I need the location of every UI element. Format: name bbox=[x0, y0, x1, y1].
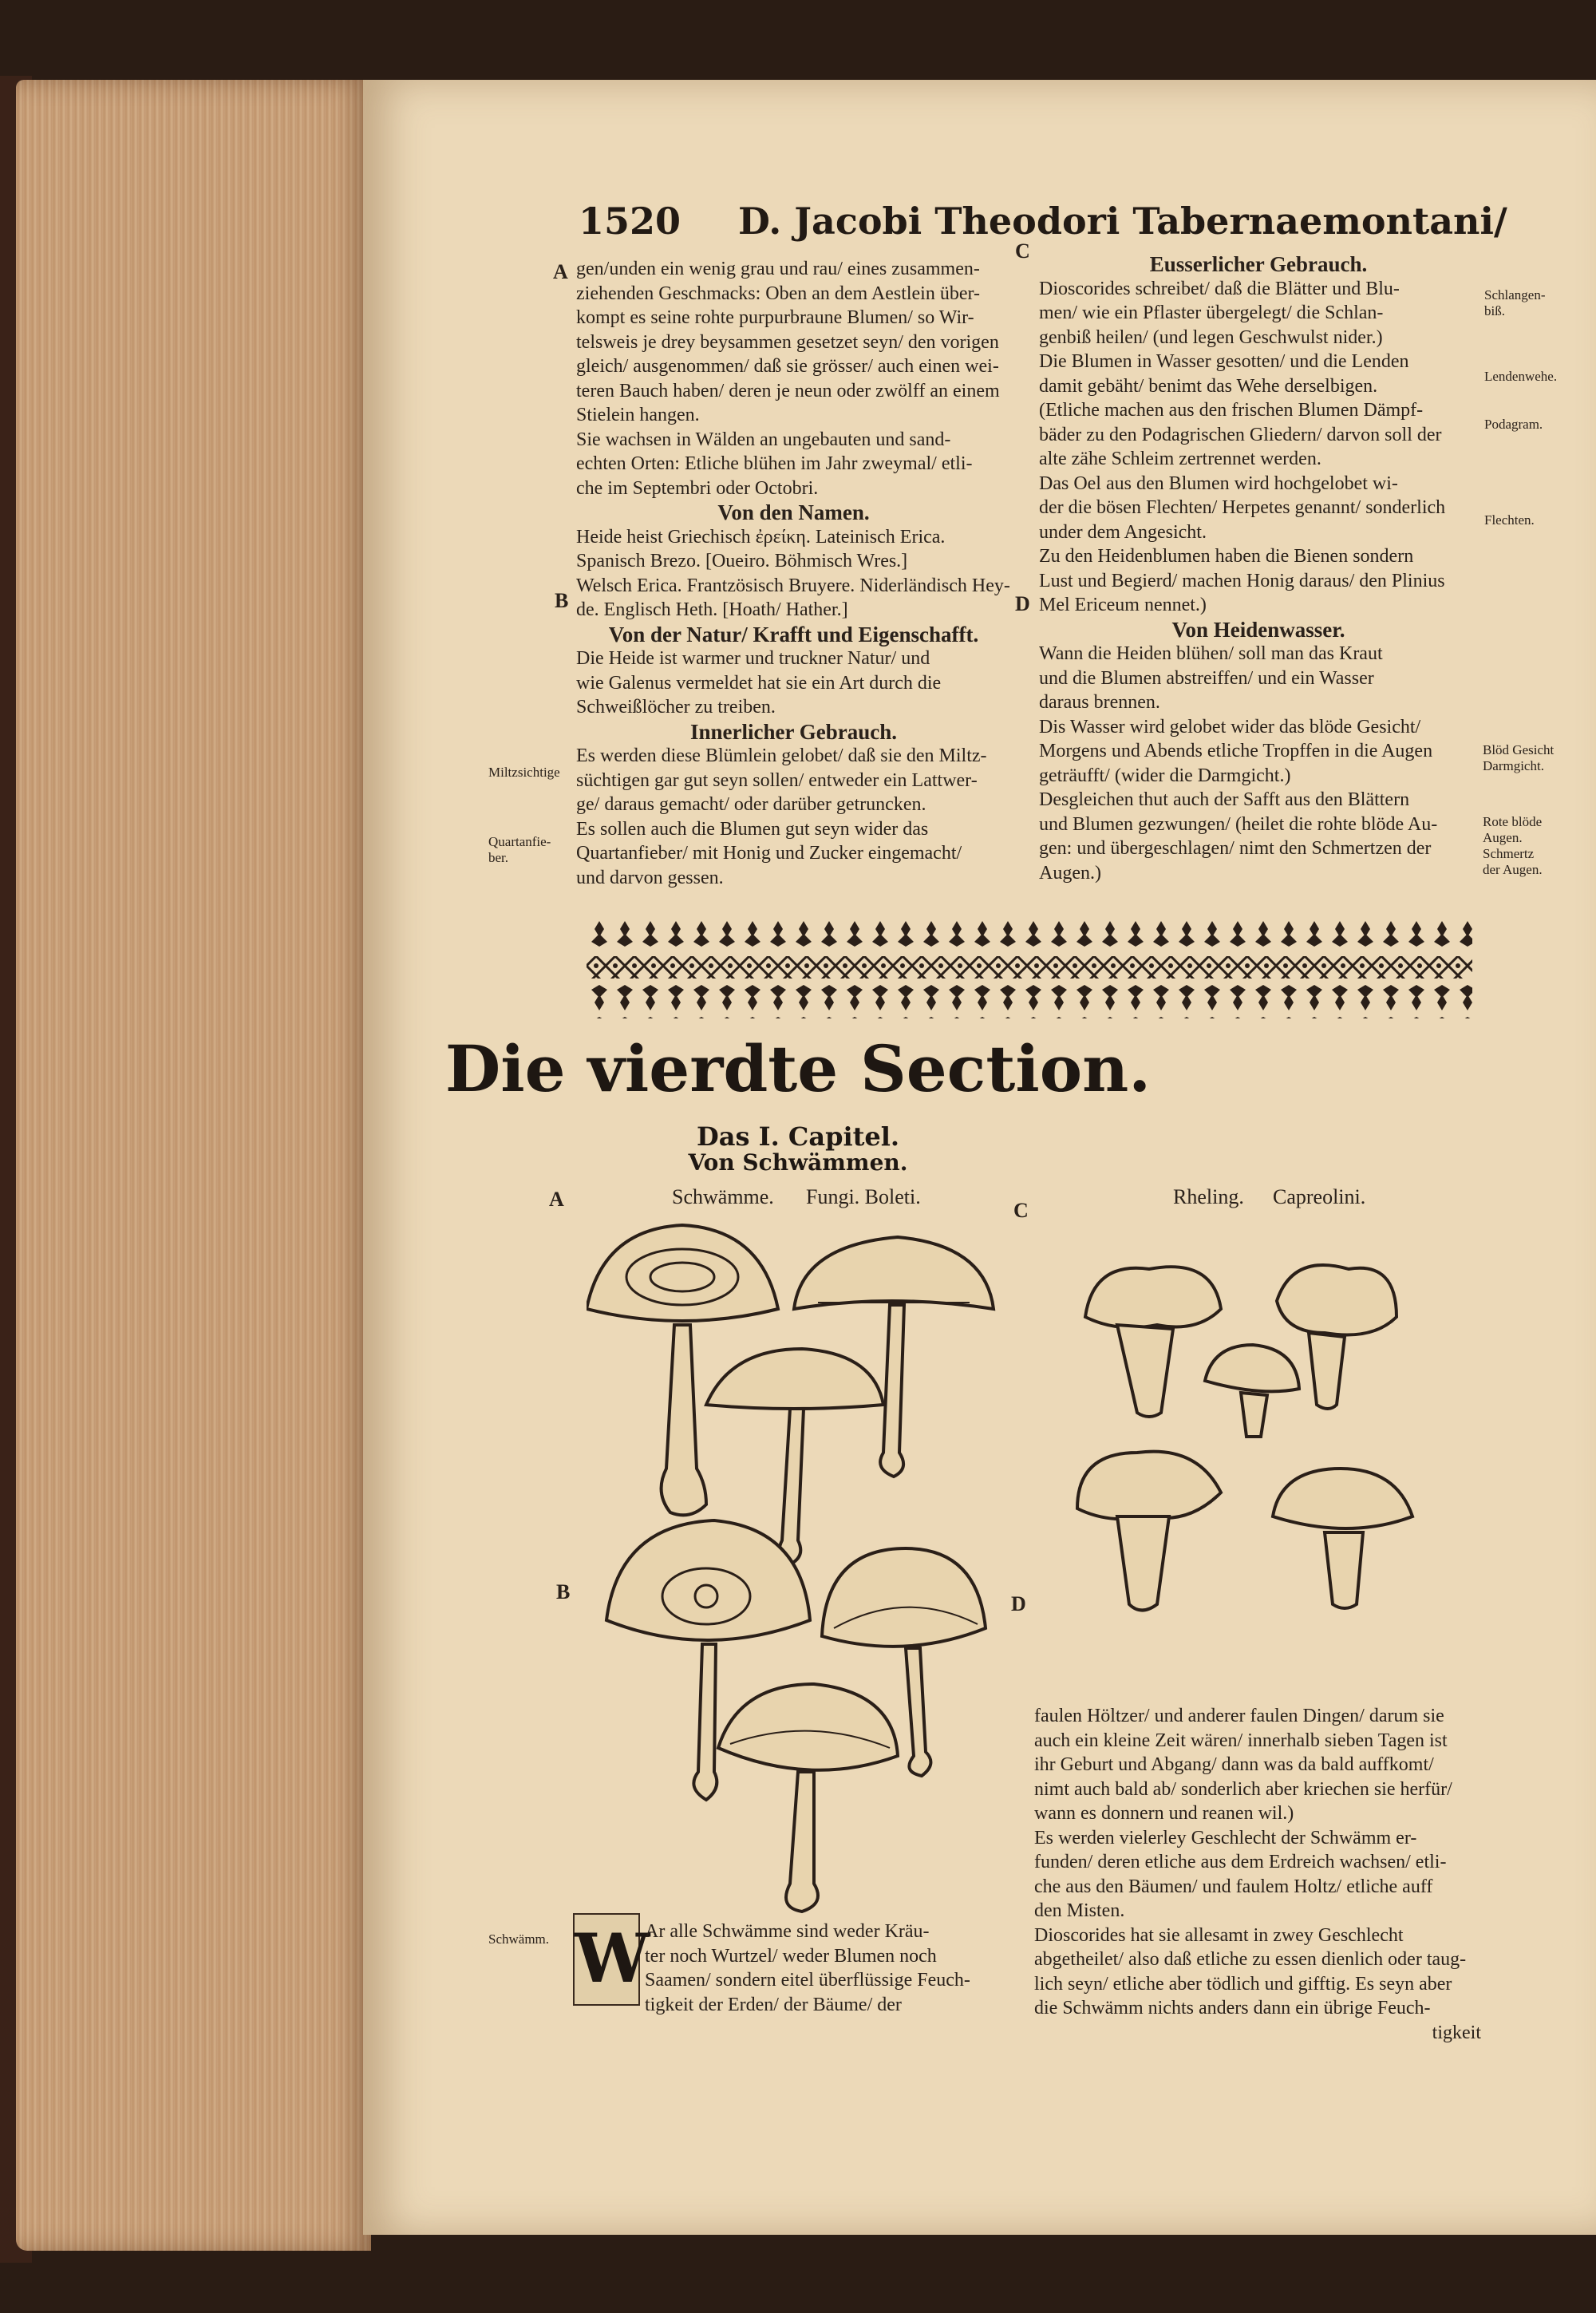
margin-note-schwamm: Schwämm. bbox=[488, 1931, 550, 1947]
figure-letter-a: A bbox=[549, 1188, 564, 1211]
rheling-woodcut-right bbox=[1061, 1253, 1444, 1652]
text-line: den Misten. bbox=[1034, 1900, 1125, 1921]
left-column bbox=[576, 257, 1011, 890]
text-line: bäder zu den Podagrischen Gliedern/ darvon soll der bbox=[1039, 424, 1442, 445]
margin-note-blod-gesicht: Blöd Gesicht Darmgicht. bbox=[1483, 742, 1555, 773]
text-line: Es werden diese Blümlein gelobet/ daß sie den Miltz- bbox=[576, 745, 987, 766]
text-line: ihr Geburt und Abgang/ dann was da bald auffkomt/ bbox=[1034, 1754, 1434, 1775]
section-title: Die vierdte Section. bbox=[444, 1031, 1152, 1106]
page-number: 1520 bbox=[579, 200, 681, 243]
heading-natur: Von der Natur/ Krafft und Eigenschafft. bbox=[608, 622, 979, 646]
drop-cap: W bbox=[573, 1913, 640, 2006]
text-line: faulen Höltzer/ und anderer faulen Dingen/ darum sie bbox=[1034, 1706, 1444, 1726]
text-line: che aus den Bäumen/ und faulem Holtz/ etliche auff bbox=[1034, 1876, 1433, 1897]
text-line: Saamen/ sondern eitel überflüssige Feuch- bbox=[645, 1970, 970, 1991]
text-line: und Blumen gezwungen/ (heilet die rohte blöde Au- bbox=[1039, 813, 1438, 835]
text-line: geträufft/ (wider die Darmgicht.) bbox=[1039, 765, 1291, 786]
text-line: Wann die Heiden blühen/ soll man das Kraut bbox=[1039, 643, 1383, 664]
text-line: Schweißlöcher zu treiben. bbox=[576, 697, 776, 718]
text-line: tigkeit bbox=[1432, 2022, 1481, 2043]
chapter-subtitle: Von Schwämmen. bbox=[688, 1149, 908, 1176]
text-line: genbiß heilen/ (und legen Geschwulst nider.) bbox=[1039, 326, 1383, 348]
text-line: Dioscorides schreibet/ daß die Blätter und Blu- bbox=[1039, 278, 1400, 299]
heading-eusserlich: Eusserlicher Gebrauch. bbox=[1149, 252, 1368, 276]
text-line: und die Blumen abstreiffen/ und ein Wasser bbox=[1039, 667, 1374, 689]
caption-capreolini: Capreolini. bbox=[1273, 1185, 1366, 1208]
figure-letter-b: B bbox=[556, 1580, 571, 1603]
heading-namen: Von den Namen. bbox=[717, 500, 870, 524]
text-line: und darvon gessen. bbox=[576, 867, 724, 888]
margin-note-miltzsuchtige: Miltzsichtige bbox=[488, 765, 560, 780]
text-line: under dem Angesicht. bbox=[1039, 521, 1207, 543]
text-line: Desgleichen thut auch der Safft aus den Blättern bbox=[1039, 789, 1410, 810]
caption-schwamme: Schwämme. bbox=[672, 1185, 774, 1208]
text-line: Es werden vielerley Geschlecht der Schwämm er- bbox=[1034, 1827, 1417, 1848]
text-line: funden/ deren etliche aus dem Erdreich wachsen/ etli- bbox=[1034, 1852, 1447, 1872]
text-line: Es sollen auch die Blumen gut seyn wider das bbox=[576, 818, 929, 840]
text-line: Morgens und Abends etliche Tropffen in die Augen bbox=[1039, 741, 1433, 761]
heading-wasser: Von Heidenwasser. bbox=[1171, 617, 1345, 642]
text-line: Die Blumen in Wasser gesotten/ und die Lenden bbox=[1039, 351, 1409, 372]
text-line: Dis Wasser wird gelobet wider das blöde Gesicht/ bbox=[1039, 716, 1421, 737]
text-line: echten Orten: Etliche blühen im Jahr zweymal/ etli- bbox=[576, 453, 973, 474]
bottom-left-column bbox=[645, 1920, 1012, 2017]
text-line: wann es donnern und reanen wil.) bbox=[1034, 1803, 1294, 1824]
text-line: teren Bauch haben/ deren je neun oder zwölff an einem bbox=[576, 380, 1000, 401]
margin-note-rote-augen: Rote blöde Augen. Schmertz der Augen. bbox=[1483, 814, 1543, 877]
text-line: Heide heist Griechisch ἐρείκη. Lateinisch Erica. bbox=[576, 526, 946, 548]
figure-letter-c: C bbox=[1013, 1199, 1029, 1222]
bottom-right-column bbox=[1034, 1704, 1481, 2045]
text-line: Die Heide ist warmer und truckner Natur/ und bbox=[576, 648, 930, 669]
caption-fungi-boleti: Fungi. Boleti. bbox=[806, 1185, 921, 1208]
text-line: damit gebäht/ benimt das Wehe derselbigen. bbox=[1039, 375, 1378, 397]
letter-d-top: D bbox=[1015, 592, 1030, 615]
text-line: tigkeit der Erden/ der Bäume/ der bbox=[645, 1994, 902, 2015]
figure-letter-d: D bbox=[1011, 1592, 1026, 1615]
margin-note-flechten: Flechten. bbox=[1484, 512, 1535, 528]
text-line: Dioscorides hat sie allesamt in zwey Geschlecht bbox=[1034, 1924, 1404, 1946]
margin-note-quartanfieber: Quartanfie- ber. bbox=[488, 834, 551, 865]
caption-rheling: Rheling. bbox=[1173, 1185, 1244, 1208]
right-column bbox=[1039, 252, 1478, 885]
running-title: D. Jacobi Theodori Tabernaemontani/ bbox=[738, 200, 1507, 243]
text-line: auch ein kleine Zeit wären/ innerhalb sieben Tagen ist bbox=[1034, 1730, 1448, 1751]
text-line: de. Englisch Heth. [Hoath/ Hather.] bbox=[576, 599, 848, 620]
text-line: kompt es seine rohte purpurbraune Blumen/ so Wir- bbox=[576, 307, 974, 328]
text-line: süchtigen gar gut seyn sollen/ entweder ein Lattwer- bbox=[576, 769, 978, 791]
text-line: che im Septembri oder Octobri. bbox=[576, 477, 819, 499]
letter-a-top: A bbox=[553, 260, 568, 283]
text-line: daraus brennen. bbox=[1039, 692, 1160, 713]
text-line: die Schwämm nichts anders dann ein übrige Feuch- bbox=[1034, 1998, 1431, 2018]
margin-note-podagram: Podagram. bbox=[1484, 417, 1543, 432]
text-line: alte zähe Schleim zertrennet werden. bbox=[1039, 449, 1321, 469]
text-line: Zu den Heidenblumen haben die Bienen sondern bbox=[1039, 546, 1414, 567]
text-line: Lust und Begierd/ machen Honig daraus/ den Plinius bbox=[1039, 570, 1445, 591]
chapter-title: Das I. Capitel. bbox=[696, 1121, 900, 1152]
letter-b-top: B bbox=[555, 589, 569, 612]
text-line: gen: und übergeschlagen/ nimt den Schmertzen der bbox=[1039, 838, 1432, 859]
heading-innerlich: Innerlicher Gebrauch. bbox=[690, 719, 897, 744]
text-line: telsweis je drey beysammen gesetzet seyn/ den vorigen bbox=[576, 331, 999, 353]
text-line: men/ wie ein Pflaster übergelegt/ die Schlan- bbox=[1039, 302, 1384, 323]
text-line: nimt auch bald ab/ sonderlich aber kriechen sie herfür/ bbox=[1034, 1778, 1452, 1800]
letter-c-top: C bbox=[1015, 239, 1030, 263]
text-line: ge/ daraus gemacht/ oder darüber getruncken. bbox=[576, 794, 926, 815]
text-line: lich seyn/ etliche aber tödlich und gifftig. Es seyn aber bbox=[1034, 1973, 1452, 1995]
text-line: Quartanfieber/ mit Honig und Zucker eingemacht/ bbox=[576, 843, 962, 864]
text-line: Welsch Erica. Frantzösisch Bruyere. Niderländisch Hey- bbox=[576, 575, 1010, 596]
text-line: wie Galenus vermeldet hat sie ein Art durch die bbox=[576, 672, 942, 694]
text-line: gen/unden ein wenig grau und rau/ eines zusammen- bbox=[576, 259, 980, 279]
text-line: Augen.) bbox=[1039, 862, 1101, 884]
text-line: der die bösen Flechten/ Herpetes genannt/ sonderlich bbox=[1039, 497, 1446, 518]
text-line: ter noch Wurtzel/ weder Blumen noch bbox=[645, 1945, 937, 1967]
text-line: Das Oel aus den Blumen wird hochgelobet wi- bbox=[1039, 472, 1398, 494]
ornament-band bbox=[587, 918, 1472, 1030]
text-line: abgetheilet/ also daß etliche zu essen dienlich oder taug- bbox=[1034, 1949, 1467, 1970]
mushroom-woodcut-left bbox=[587, 1213, 1005, 1916]
text-line: Sie wachsen in Wälden an ungebauten und sand- bbox=[576, 429, 951, 450]
text-line: ziehenden Geschmacks: Oben an dem Aestlein über- bbox=[576, 283, 981, 304]
text-line: Stielein hangen. bbox=[576, 405, 700, 425]
margin-note-schlangenbiss: Schlangen- biß. bbox=[1484, 287, 1546, 318]
text-line: gleich/ ausgenommen/ daß sie grösser/ auch einen wei- bbox=[576, 356, 999, 377]
margin-note-lendenwehe: Lendenwehe. bbox=[1484, 369, 1558, 384]
text-line: Mel Ericeum nennet.) bbox=[1039, 595, 1207, 615]
text-line: Spanisch Brezo. [Oueiro. Böhmisch Wres.] bbox=[576, 551, 908, 571]
text-line: Ar alle Schwämme sind weder Kräu- bbox=[645, 1921, 930, 1942]
text-line: (Etliche machen aus den frischen Blumen Dämpf- bbox=[1039, 400, 1424, 421]
